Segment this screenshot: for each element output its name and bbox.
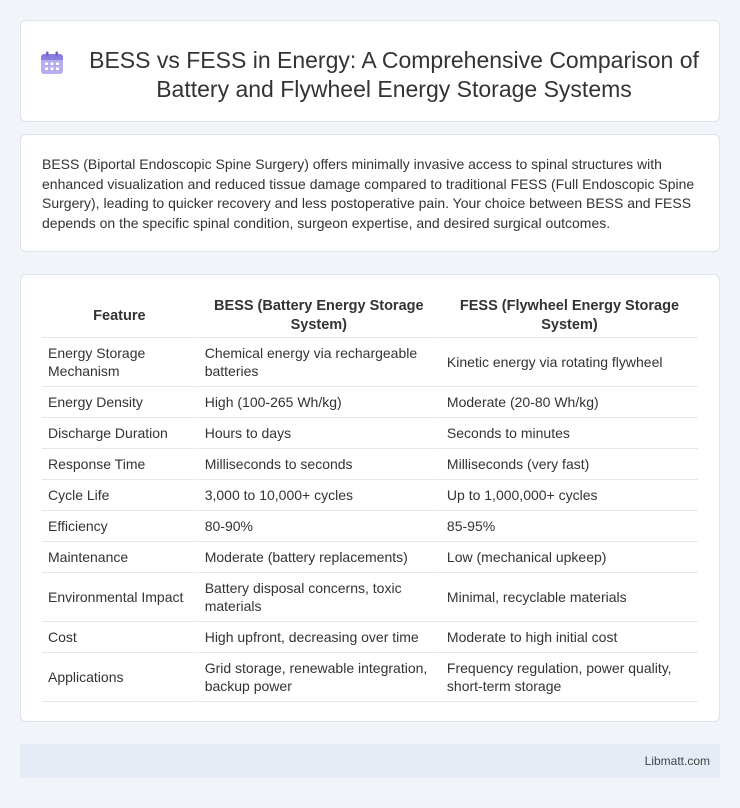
bess-cell: Grid storage, renewable integration, backup power (197, 653, 439, 702)
feature-cell: Energy Density (42, 387, 197, 418)
footer-bar (20, 744, 720, 778)
fess-cell: Low (mechanical upkeep) (439, 542, 698, 573)
feature-cell: Cost (42, 622, 197, 653)
feature-cell: Maintenance (42, 542, 197, 573)
title-wrap (21, 21, 719, 104)
bess-cell: High (100-265 Wh/kg) (197, 387, 439, 418)
fess-cell: Up to 1,000,000+ cycles (439, 480, 698, 511)
fess-cell: 85-95% (439, 511, 698, 542)
bess-cell: Milliseconds to seconds (197, 449, 439, 480)
feature-cell: Environmental Impact (42, 573, 197, 622)
bess-cell: Battery disposal concerns, toxic materials (197, 573, 439, 622)
table-row (42, 653, 698, 702)
bess-cell: 3,000 to 10,000+ cycles (197, 480, 439, 511)
footer-site-link[interactable]: Libmatt.com (644, 754, 710, 768)
table-row (42, 449, 698, 480)
fess-cell: Moderate to high initial cost (439, 622, 698, 653)
intro-card (20, 134, 720, 252)
feature-cell: Discharge Duration (42, 418, 197, 449)
fess-cell: Milliseconds (very fast) (439, 449, 698, 480)
comparison-card (20, 274, 720, 722)
page-title: BESS vs FESS in Energy: A Comprehensive Comparison of Battery and Flywheel Energy Storage Systems (89, 47, 699, 102)
fess-cell: Kinetic energy via rotating flywheel (439, 338, 698, 387)
bess-cell: Chemical energy via rechargeable batteries (197, 338, 439, 387)
table-row (42, 622, 698, 653)
feature-cell: Applications (42, 653, 197, 702)
fess-cell: Minimal, recyclable materials (439, 573, 698, 622)
table-header-row (42, 295, 698, 338)
table-row (42, 338, 698, 387)
header-bess: BESS (Battery Energy Storage System) (197, 295, 439, 338)
fess-cell: Seconds to minutes (439, 418, 698, 449)
bess-cell: High upfront, decreasing over time (197, 622, 439, 653)
table-row (42, 511, 698, 542)
feature-cell: Response Time (42, 449, 197, 480)
fess-cell: Moderate (20-80 Wh/kg) (439, 387, 698, 418)
bess-cell: Moderate (battery replacements) (197, 542, 439, 573)
header-fess: FESS (Flywheel Energy Storage System) (439, 295, 698, 338)
table-row (42, 480, 698, 511)
feature-cell: Efficiency (42, 511, 197, 542)
intro-paragraph: BESS (Biportal Endoscopic Spine Surgery) offers minimally invasive access to spinal structures with enhanced visualization and reduced tissue damage compared to traditional FESS (Full Endoscopic Spine Surgery), leading to quicker recovery and less postoperative pain. Your choice between BESS and FESS depends on the specific spinal condition, surgeon expertise, and desired surgical outcomes. (42, 156, 695, 231)
fess-cell: Frequency regulation, power quality, short-term storage (439, 653, 698, 702)
table-row (42, 542, 698, 573)
header-feature: Feature (42, 295, 197, 338)
table-row (42, 573, 698, 622)
bess-cell: Hours to days (197, 418, 439, 449)
title-card (20, 20, 720, 122)
table-row (42, 387, 698, 418)
table-row (42, 418, 698, 449)
feature-cell: Cycle Life (42, 480, 197, 511)
feature-cell: Energy Storage Mechanism (42, 338, 197, 387)
calendar-icon (39, 50, 65, 76)
comparison-table (42, 295, 698, 702)
bess-cell: 80-90% (197, 511, 439, 542)
